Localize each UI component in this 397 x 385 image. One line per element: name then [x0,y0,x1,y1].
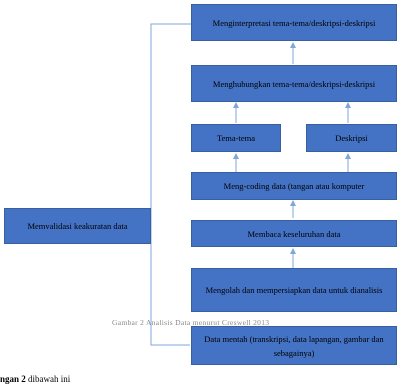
box-read-label: Membaca keseluruhan data [247,228,341,239]
footer-text [0,374,70,384]
box-interpret-label: Menginterpretasi tema-tema/deskripsi-deskripsi [212,17,376,28]
box-validate-label: Memvalidasi keakuratan data [27,221,128,231]
box-read [191,220,397,247]
footer-rest: dibawah ini [28,374,71,384]
connector-bracket [151,24,191,226]
box-interpret [191,4,397,41]
box-coding [191,172,397,200]
box-raw-label: Data mentah (transkripsi, data lapangan, gambar dan sebagainya) [204,333,384,358]
box-themes-label: Tema-tema [216,133,256,143]
connector-bracket-lower [151,226,190,345]
box-coding-label: Meng-coding data (tangan atau komputer [223,181,365,191]
box-raw [191,326,397,365]
box-process [191,268,397,312]
box-connect-label: Menghubungkan tema-tema/deskripsi-deskripsi [212,78,376,89]
box-description [306,124,397,152]
figure-caption: Gambar 2 Analisis Data menurut Creswell 2013 [112,318,270,327]
box-connect [191,65,397,102]
box-description-label: Deskripsi [335,133,368,143]
box-themes [191,124,281,152]
box-process-label: Mengolah dan mempersiapkan data untuk dianalisis [205,285,383,295]
box-validate [4,208,151,244]
footer-bold: ngan 2 [0,374,26,384]
